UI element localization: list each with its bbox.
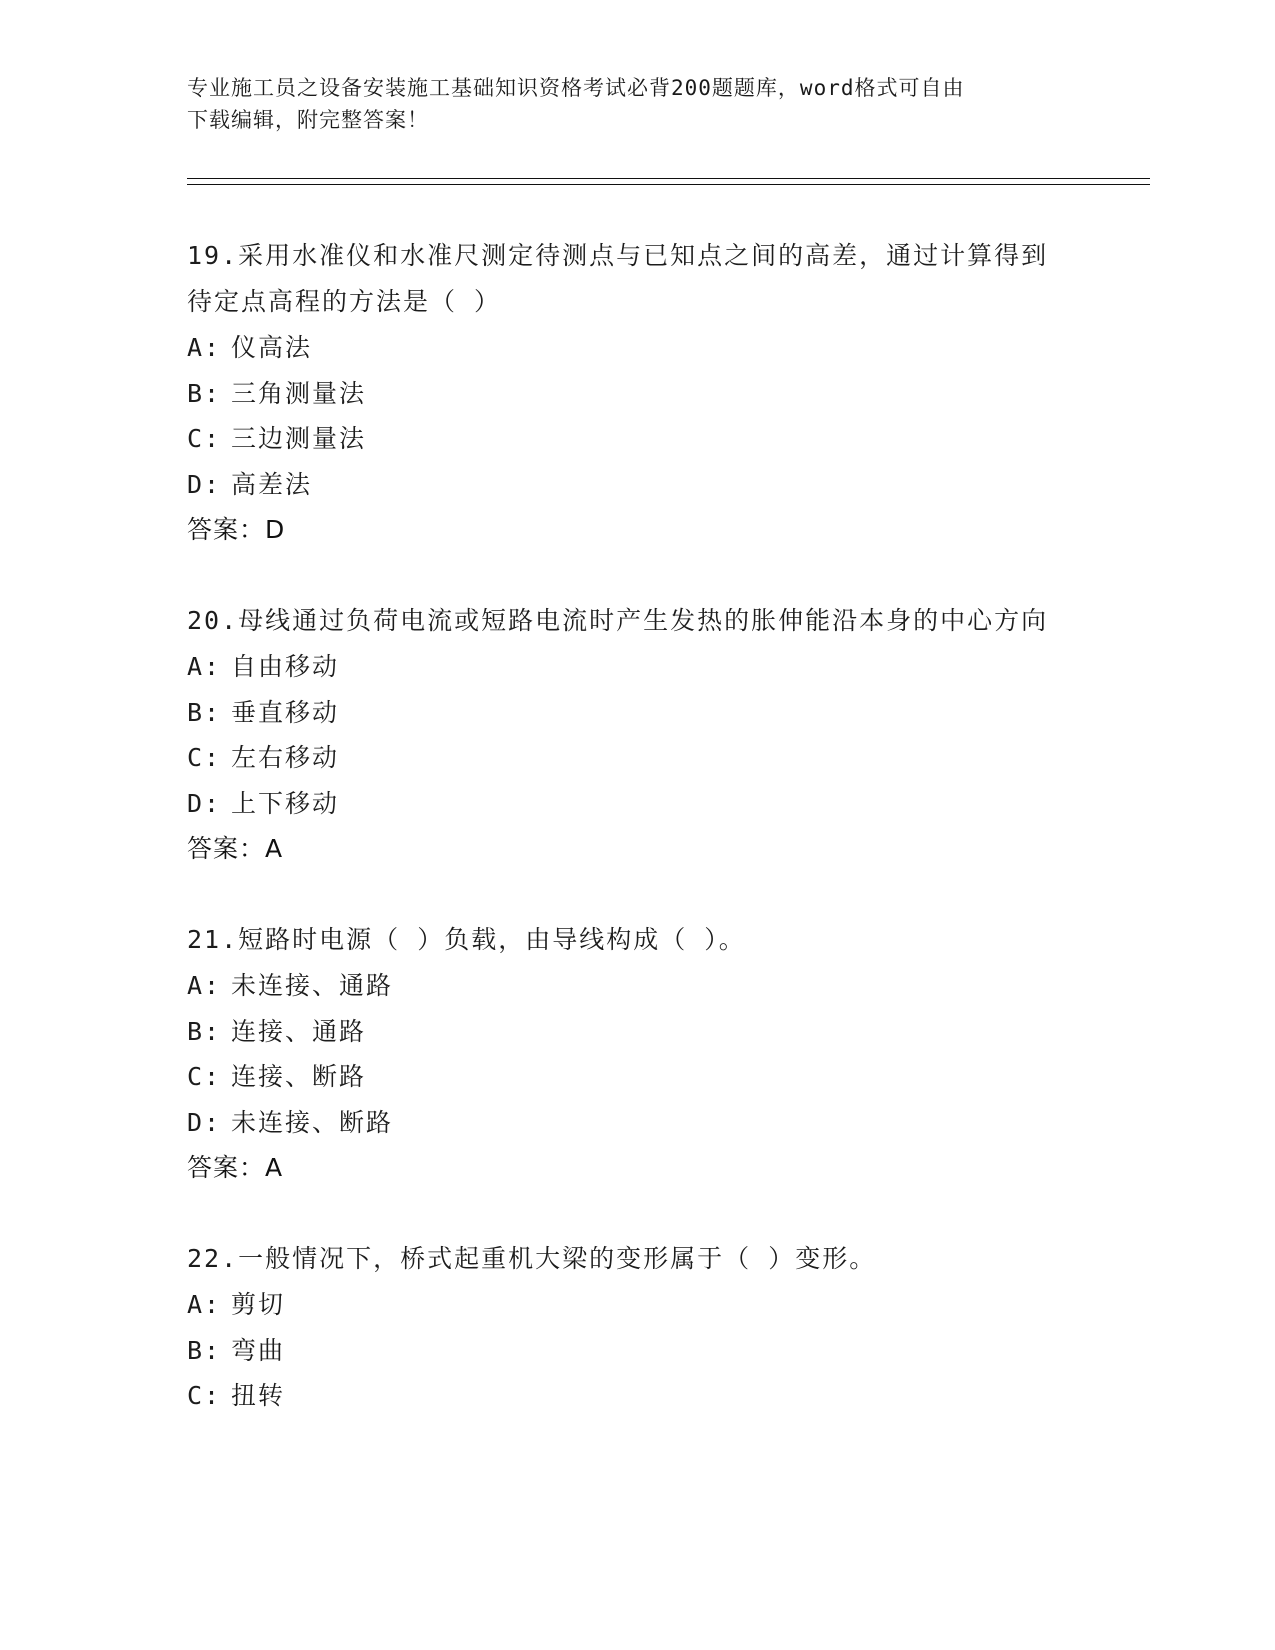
option-text: 仪高法 [231,333,313,362]
option-key: C: [187,1381,222,1410]
option-a [187,1282,1067,1328]
question-number: 19. [187,241,239,270]
document-header [187,72,1067,136]
question-number: 21. [187,925,239,954]
answer-label: 答案： [187,515,266,544]
option-key: A: [187,971,222,1000]
question-number: 20. [187,606,239,635]
option-key: D: [187,788,222,818]
option-key: B: [187,1016,222,1046]
option-text: 垂直移动 [231,697,340,727]
question-list [187,233,1067,1464]
option-key: D: [187,469,222,499]
option-d [187,1100,1067,1146]
answer-value: D [265,515,286,544]
header-line-2: 下载编辑，附完整答案！ [187,108,429,132]
option-text: 弯曲 [231,1335,286,1365]
answer-line [187,507,1067,553]
option-key: C: [187,424,222,453]
option-text: 高差法 [231,469,313,499]
option-b [187,1009,1067,1055]
option-text: 三角测量法 [231,378,367,408]
question-text: 母线通过负荷电流或短路电流时产生发热的胀伸能沿本身的中心方向 [238,606,1049,635]
option-key: A: [187,333,222,362]
option-key: C: [187,1062,222,1091]
question-number: 22. [187,1244,239,1273]
answer-label: 答案： [187,1153,266,1182]
header-divider-bottom [187,184,1150,185]
option-a [187,644,1067,690]
header-divider-top [187,178,1150,179]
option-a [187,963,1067,1009]
option-key: B: [187,697,222,727]
option-text: 上下移动 [231,788,340,818]
option-text: 连接、通路 [231,1016,367,1046]
option-text: 左右移动 [231,743,340,772]
answer-line [187,826,1067,872]
option-key: A: [187,652,222,681]
option-key: B: [187,1335,222,1365]
option-key: D: [187,1107,222,1137]
question-text: 短路时电源（ ）负载，由导线构成（ ）。 [238,925,746,954]
answer-label: 答案： [187,834,266,863]
question-22 [187,1236,1067,1419]
option-text: 连接、断路 [231,1062,367,1091]
option-text: 扭转 [231,1381,286,1410]
question-stem [187,1236,1067,1282]
option-text: 自由移动 [231,652,340,681]
answer-line [187,1145,1067,1191]
question-stem [187,917,1067,963]
question-text: 一般情况下，桥式起重机大梁的变形属于（ ）变形。 [238,1244,877,1273]
option-a [187,325,1067,371]
answer-value: A [265,1153,284,1182]
option-d [187,462,1067,508]
option-c [187,1373,1067,1419]
option-b [187,690,1067,736]
question-stem [187,233,1067,325]
option-key: B: [187,378,222,408]
header-line-1: 专业施工员之设备安装施工基础知识资格考试必背200题题库，word格式可自由 [187,76,965,100]
question-20 [187,598,1067,872]
option-key: C: [187,743,222,772]
option-key: A: [187,1290,222,1319]
option-text: 未连接、通路 [231,971,394,1000]
option-text: 三边测量法 [231,424,367,453]
question-text: 采用水准仪和水准尺测定待测点与已知点之间的高差，通过计算得到待定点高程的方法是（ ） [187,241,1049,316]
option-c [187,416,1067,462]
option-text: 未连接、断路 [231,1107,394,1137]
option-b [187,1328,1067,1374]
question-21 [187,917,1067,1191]
answer-value: A [265,834,284,863]
option-d [187,781,1067,827]
option-c [187,735,1067,781]
option-text: 剪切 [231,1290,286,1319]
question-stem [187,598,1067,644]
option-c [187,1054,1067,1100]
question-19 [187,233,1067,553]
option-b [187,371,1067,417]
